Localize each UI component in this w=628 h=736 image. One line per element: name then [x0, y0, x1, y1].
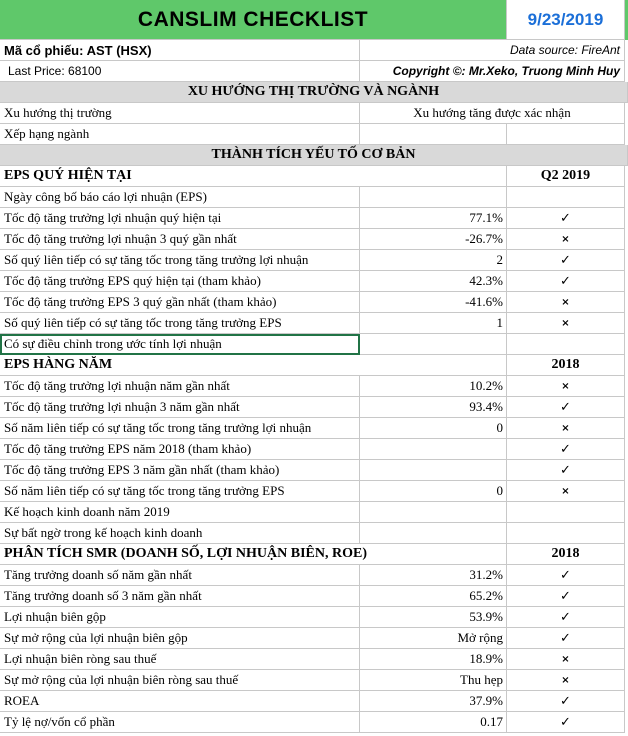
checklist-row: [0, 250, 628, 271]
checklist-row: [0, 586, 628, 607]
criterion-label[interactable]: Tốc độ tăng trưởng EPS quý hiện tại (tham khảo): [0, 271, 360, 292]
cross-icon: ×: [561, 233, 570, 245]
criterion-label[interactable]: Sự bất ngờ trong kế hoạch kinh doanh: [0, 523, 360, 544]
criterion-label[interactable]: Số quý liên tiếp có sự tăng tốc trong tăng trưởng lợi nhuận: [0, 250, 360, 271]
criterion-status[interactable]: [507, 250, 625, 271]
criterion-label[interactable]: Lợi nhuận biên ròng sau thuế: [0, 649, 360, 670]
criterion-value[interactable]: 53.9%: [360, 607, 507, 628]
check-icon: ✓: [560, 210, 571, 226]
checklist-row: [0, 628, 628, 649]
criterion-value[interactable]: 31.2%: [360, 565, 507, 586]
section-period[interactable]: 2018: [507, 544, 625, 565]
stock-label[interactable]: Mã cổ phiếu: AST (HSX): [0, 40, 360, 61]
criterion-label[interactable]: Tốc độ tăng trưởng EPS 3 quý gần nhất (tham khảo): [0, 292, 360, 313]
section-title[interactable]: EPS HÀNG NĂM: [0, 355, 507, 376]
criterion-status[interactable]: [507, 460, 625, 481]
check-icon: ✓: [560, 714, 571, 730]
criterion-status[interactable]: [507, 271, 625, 292]
criterion-value[interactable]: 77.1%: [360, 208, 507, 229]
criterion-label[interactable]: Tỷ lệ nợ/vốn cổ phần: [0, 712, 360, 733]
criterion-status[interactable]: [507, 334, 625, 355]
criterion-value[interactable]: 10.2%: [360, 376, 507, 397]
criterion-status[interactable]: [507, 712, 625, 733]
industry-rank-label[interactable]: Xếp hạng ngành: [0, 124, 360, 145]
cross-icon: ×: [561, 317, 570, 329]
criterion-label[interactable]: Tăng trưởng doanh số năm gần nhất: [0, 565, 360, 586]
cross-icon: ×: [561, 296, 570, 308]
criterion-value[interactable]: 42.3%: [360, 271, 507, 292]
checklist-row: [0, 376, 628, 397]
checklist-row: [0, 565, 628, 586]
industry-rank-mark[interactable]: [507, 124, 625, 145]
report-date[interactable]: 9/23/2019: [507, 0, 625, 40]
checklist-row: [0, 607, 628, 628]
criterion-label[interactable]: Tốc độ tăng trưởng lợi nhuận 3 năm gần nhất: [0, 397, 360, 418]
criterion-label[interactable]: Có sự điều chỉnh trong ước tính lợi nhuận: [0, 334, 360, 355]
checklist-row: [0, 313, 628, 334]
criterion-status[interactable]: [507, 502, 625, 523]
criterion-value[interactable]: [360, 502, 507, 523]
checklist-row: [0, 712, 628, 733]
checklist-row: [0, 523, 628, 544]
criterion-label[interactable]: Tốc độ tăng trưởng EPS 3 năm gần nhất (tham khảo): [0, 460, 360, 481]
checklist-row: [0, 481, 628, 502]
checklist-row: [0, 460, 628, 481]
checklist-row: [0, 271, 628, 292]
last-price[interactable]: Last Price: 68100: [0, 61, 360, 82]
data-source[interactable]: Data source: FireAnt: [360, 40, 625, 61]
checklist-row: [0, 397, 628, 418]
section-header-row: [0, 355, 628, 376]
section-header-row: [0, 166, 628, 187]
section-period[interactable]: 2018: [507, 355, 625, 376]
criterion-value[interactable]: -26.7%: [360, 229, 507, 250]
criterion-label[interactable]: Số năm liên tiếp có sự tăng tốc trong tăng trưởng EPS: [0, 481, 360, 502]
market-trend-label[interactable]: Xu hướng thị trường: [0, 103, 360, 124]
fundamentals-header-row: [0, 145, 628, 166]
criterion-status[interactable]: [507, 376, 625, 397]
market-header-row: [0, 82, 628, 103]
criterion-value[interactable]: [360, 460, 507, 481]
criterion-status[interactable]: [507, 481, 625, 502]
stock-row: [0, 40, 628, 61]
section-period[interactable]: Q2 2019: [507, 166, 625, 187]
criterion-status[interactable]: [507, 649, 625, 670]
check-icon: ✓: [560, 441, 571, 457]
copyright[interactable]: Copyright ©: Mr.Xeko, Truong Minh Huy: [360, 61, 625, 82]
checklist-row: [0, 292, 628, 313]
criterion-value[interactable]: 2: [360, 250, 507, 271]
title-row: [0, 0, 628, 40]
checklist-row: [0, 439, 628, 460]
criterion-value[interactable]: [360, 187, 507, 208]
fundamentals-header[interactable]: THÀNH TÍCH YẾU TỐ CƠ BẢN: [0, 145, 628, 166]
section-title[interactable]: PHÂN TÍCH SMR (DOANH SỐ, LỢI NHUẬN BIÊN, ROE): [0, 544, 507, 565]
criterion-value[interactable]: [360, 523, 507, 544]
criterion-value[interactable]: 93.4%: [360, 397, 507, 418]
cross-icon: ×: [561, 653, 570, 665]
criterion-value[interactable]: 18.9%: [360, 649, 507, 670]
criterion-value[interactable]: 1: [360, 313, 507, 334]
check-icon: ✓: [560, 588, 571, 604]
industry-rank-value[interactable]: [360, 124, 507, 145]
criterion-value[interactable]: Thu hẹp: [360, 670, 507, 691]
check-icon: ✓: [560, 252, 571, 268]
check-icon: ✓: [560, 273, 571, 289]
criterion-label[interactable]: Tốc độ tăng trưởng lợi nhuận quý hiện tại: [0, 208, 360, 229]
criterion-status[interactable]: [507, 607, 625, 628]
criterion-status[interactable]: [507, 208, 625, 229]
checklist-row: [0, 670, 628, 691]
criterion-status[interactable]: [507, 418, 625, 439]
checklist-row: [0, 649, 628, 670]
market-trend-value[interactable]: Xu hướng tăng được xác nhận: [360, 103, 625, 124]
criterion-value[interactable]: [360, 334, 507, 355]
check-icon: ✓: [560, 462, 571, 478]
criterion-value[interactable]: 37.9%: [360, 691, 507, 712]
market-header[interactable]: XU HƯỚNG THỊ TRƯỜNG VÀ NGÀNH: [0, 82, 628, 103]
criterion-status[interactable]: [507, 439, 625, 460]
criterion-label[interactable]: Lợi nhuận biên gộp: [0, 607, 360, 628]
criterion-label[interactable]: Số quý liên tiếp có sự tăng tốc trong tăng trưởng EPS: [0, 313, 360, 334]
criterion-label[interactable]: Tốc độ tăng trưởng lợi nhuận 3 quý gần nhất: [0, 229, 360, 250]
checklist-row: [0, 691, 628, 712]
cross-icon: ×: [561, 380, 570, 392]
criterion-status[interactable]: [507, 691, 625, 712]
criterion-value[interactable]: Mở rộng: [360, 628, 507, 649]
criterion-label[interactable]: Số năm liên tiếp có sự tăng tốc trong tăng trưởng lợi nhuận: [0, 418, 360, 439]
criterion-label[interactable]: Kế hoạch kinh doanh năm 2019: [0, 502, 360, 523]
industry-rank-row: [0, 124, 628, 145]
criterion-status[interactable]: [507, 292, 625, 313]
criterion-status[interactable]: [507, 565, 625, 586]
market-trend-row: [0, 103, 628, 124]
criterion-value[interactable]: 0.17: [360, 712, 507, 733]
cross-icon: ×: [561, 674, 570, 686]
criterion-status[interactable]: [507, 586, 625, 607]
criterion-label[interactable]: Sự mở rộng của lợi nhuận biên gộp: [0, 628, 360, 649]
criterion-label[interactable]: Ngày công bố báo cáo lợi nhuận (EPS): [0, 187, 360, 208]
criterion-status[interactable]: [507, 523, 625, 544]
criterion-value[interactable]: [360, 439, 507, 460]
checklist-row: [0, 418, 628, 439]
criterion-value[interactable]: 0: [360, 481, 507, 502]
criterion-status[interactable]: [507, 670, 625, 691]
criterion-status[interactable]: [507, 397, 625, 418]
criterion-label[interactable]: Tốc độ tăng trưởng EPS năm 2018 (tham khảo): [0, 439, 360, 460]
criterion-label[interactable]: Sự mở rộng của lợi nhuận biên ròng sau thuế: [0, 670, 360, 691]
price-row: [0, 61, 628, 82]
checklist-row: [0, 229, 628, 250]
section-header-row: [0, 544, 628, 565]
criterion-status[interactable]: [507, 628, 625, 649]
criterion-label[interactable]: Tăng trưởng doanh số 3 năm gần nhất: [0, 586, 360, 607]
check-icon: ✓: [560, 630, 571, 646]
criterion-value[interactable]: 65.2%: [360, 586, 507, 607]
check-icon: ✓: [560, 567, 571, 583]
checklist-row: [0, 502, 628, 523]
check-icon: ✓: [560, 609, 571, 625]
criterion-label[interactable]: Tốc độ tăng trưởng lợi nhuận năm gần nhất: [0, 376, 360, 397]
cross-icon: ×: [561, 422, 570, 434]
section-title[interactable]: EPS QUÝ HIỆN TẠI: [0, 166, 507, 187]
checklist-row: [0, 334, 628, 355]
checklist-row: [0, 208, 628, 229]
check-icon: ✓: [560, 693, 571, 709]
criterion-status[interactable]: [507, 313, 625, 334]
criterion-value[interactable]: -41.6%: [360, 292, 507, 313]
criterion-value[interactable]: 0: [360, 418, 507, 439]
criterion-status[interactable]: [507, 229, 625, 250]
criterion-label[interactable]: ROEA: [0, 691, 360, 712]
criterion-status[interactable]: [507, 187, 625, 208]
checklist-row: [0, 187, 628, 208]
check-icon: ✓: [560, 399, 571, 415]
checklist-title[interactable]: CANSLIM CHECKLIST: [0, 0, 507, 40]
cross-icon: ×: [561, 485, 570, 497]
